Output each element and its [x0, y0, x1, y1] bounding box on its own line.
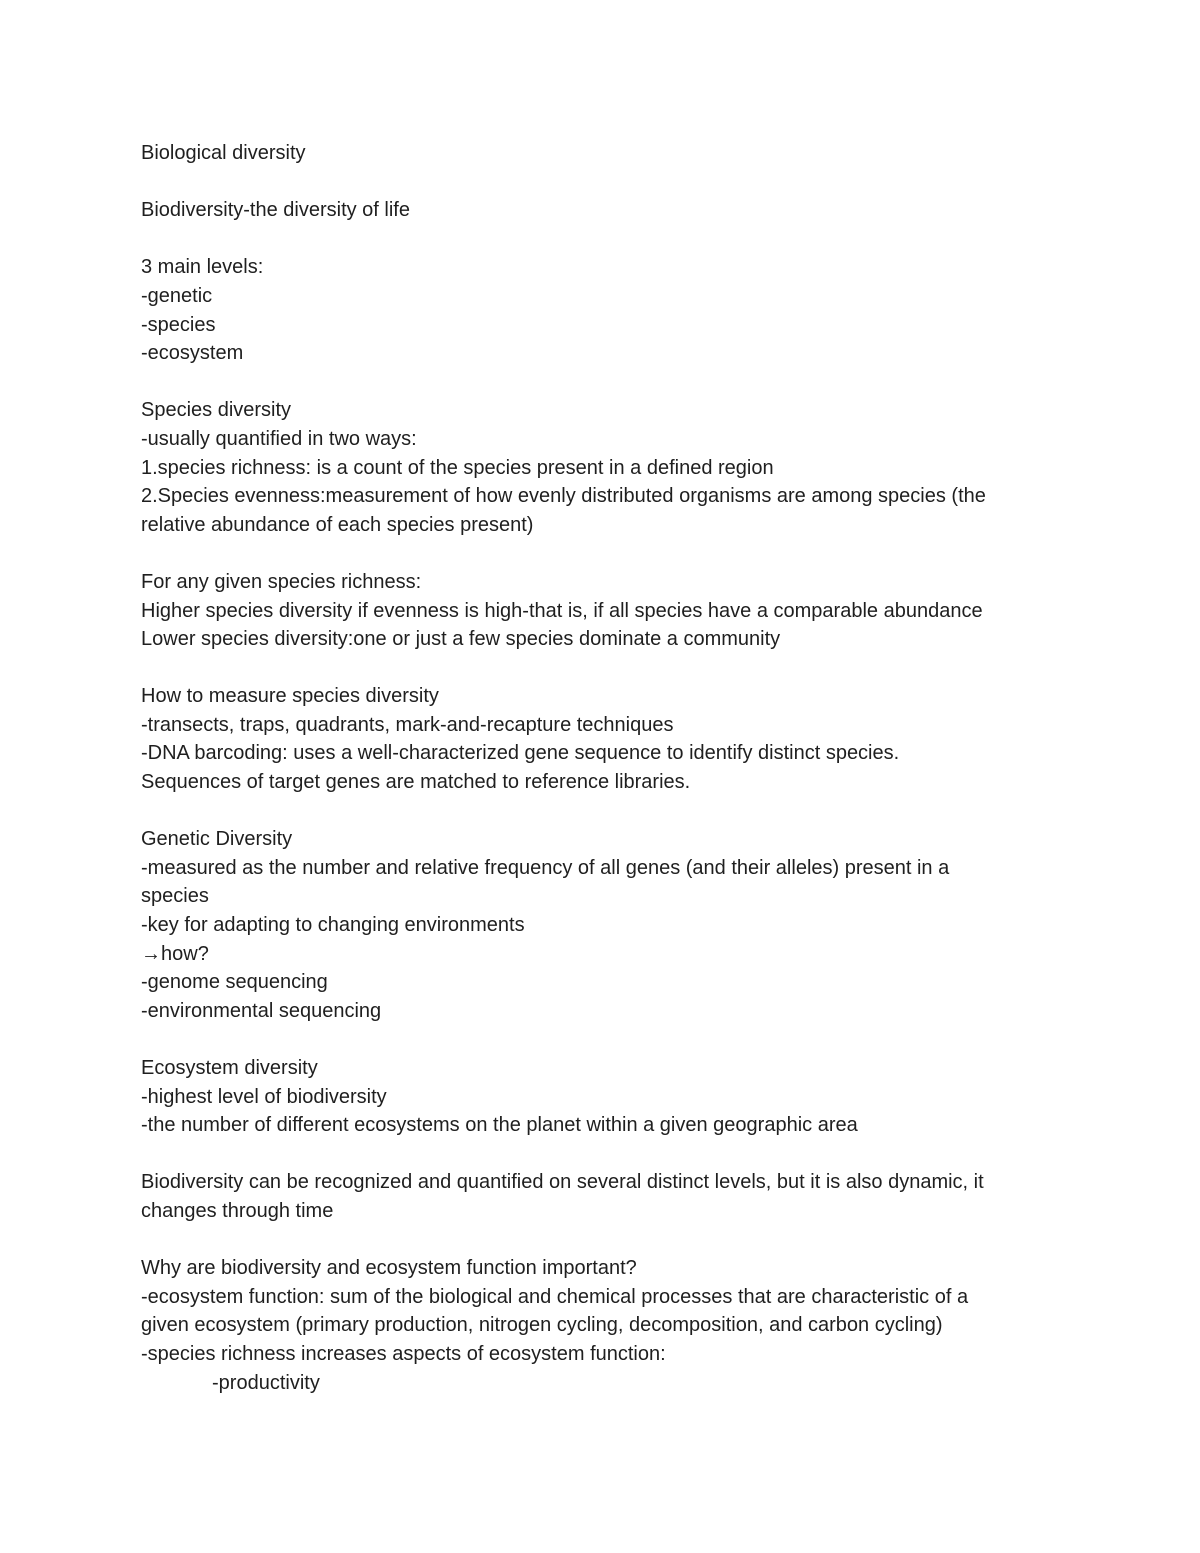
- species-diversity-line: 1.species richness: is a count of the species present in a defined region: [141, 456, 774, 479]
- levels-item-species: -species: [141, 313, 216, 336]
- spacer: [141, 654, 1066, 683]
- spacer: [141, 797, 1066, 826]
- levels-heading: 3 main levels:: [141, 256, 264, 279]
- richness-line: Lower species diversity:one or just a few species dominate a community: [141, 628, 781, 651]
- genetic-diversity-heading: Genetic Diversity: [141, 828, 293, 851]
- importance-line: -species richness increases aspects of ecosystem function:: [141, 1342, 666, 1365]
- measure-line: -DNA barcoding: uses a well-characterized gene sequence to identify distinct species.: [141, 742, 900, 765]
- biodiversity-definition: Biodiversity-the diversity of life: [141, 199, 410, 222]
- genetic-diversity-line: →how?: [141, 942, 209, 965]
- importance-line: -ecosystem function: sum of the biological and chemical processes that are characteristic of a: [141, 1285, 969, 1308]
- measure-heading: How to measure species diversity: [141, 685, 439, 708]
- document-title: Biological diversity: [141, 142, 306, 164]
- levels-item-ecosystem: -ecosystem: [141, 342, 244, 365]
- spacer: [141, 539, 1066, 568]
- species-diversity-line: -usually quantified in two ways:: [141, 427, 417, 450]
- measure-line: -transects, traps, quadrants, mark-and-recapture techniques: [141, 713, 674, 736]
- spacer: [141, 1025, 1066, 1054]
- document-body: [141, 139, 1066, 1397]
- species-diversity-line: relative abundance of each species present): [141, 513, 534, 536]
- dynamic-line: changes through time: [141, 1199, 334, 1222]
- dynamic-line: Biodiversity can be recognized and quantified on several distinct levels, but it is also dynamic, it: [141, 1171, 984, 1194]
- genetic-diversity-line: -measured as the number and relative frequency of all genes (and their alleles) present in a: [141, 856, 950, 879]
- species-diversity-heading: Species diversity: [141, 399, 292, 422]
- importance-indented-item: -productivity: [212, 1371, 320, 1394]
- levels-item-genetic: -genetic: [141, 284, 213, 307]
- genetic-diversity-line: -environmental sequencing: [141, 999, 382, 1022]
- richness-line: Higher species diversity if evenness is high-that is, if all species have a comparable abundance: [141, 599, 983, 622]
- spacer: [141, 368, 1066, 397]
- spacer: [141, 168, 1066, 197]
- ecosystem-diversity-heading: Ecosystem diversity: [141, 1057, 318, 1079]
- genetic-diversity-line: -key for adapting to changing environments: [141, 914, 525, 937]
- richness-heading: For any given species richness:: [141, 570, 422, 593]
- genetic-diversity-line: -genome sequencing: [141, 971, 328, 994]
- measure-line: Sequences of target genes are matched to reference libraries.: [141, 771, 691, 794]
- ecosystem-diversity-line: -highest level of biodiversity: [141, 1085, 387, 1108]
- ecosystem-diversity-line: -the number of different ecosystems on the planet within a given geographic area: [141, 1114, 858, 1137]
- importance-line: given ecosystem (primary production, nitrogen cycling, decomposition, and carbon cycling): [141, 1314, 943, 1337]
- spacer: [141, 1140, 1066, 1169]
- spacer: [141, 225, 1066, 254]
- importance-heading: Why are biodiversity and ecosystem function important?: [141, 1257, 637, 1280]
- genetic-diversity-line: species: [141, 885, 209, 908]
- spacer: [141, 1226, 1066, 1255]
- species-diversity-line: 2.Species evenness:measurement of how evenly distributed organisms are among species (the: [141, 485, 986, 508]
